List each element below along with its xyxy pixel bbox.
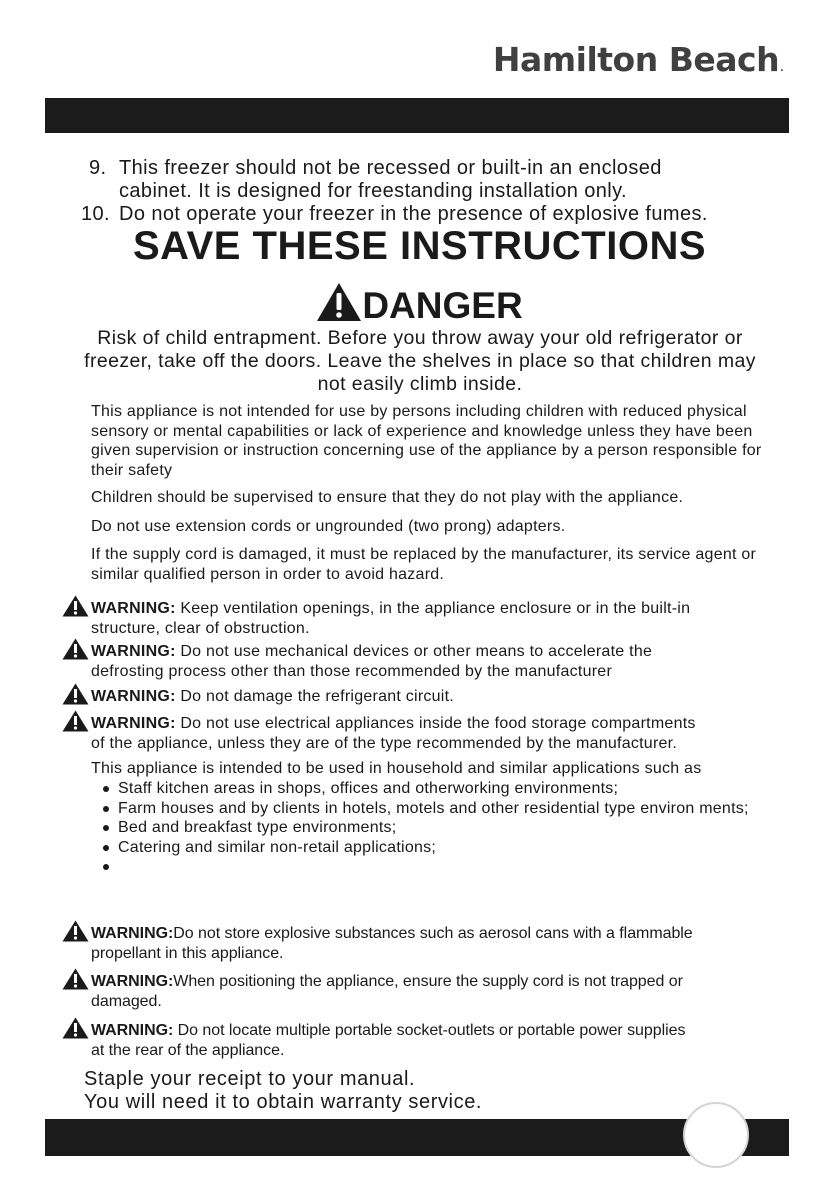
save-instructions-heading: SAVE THESE INSTRUCTIONS [132,224,707,268]
warning-electrical: WARNING: Do not use electrical appliances inside the food storage compartments of the appliance, unless they are of the type recommended by the manufacturer. [62,710,792,753]
usage-list [100,779,790,877]
paragraph-supervision: This appliance is not intended for use by persons including children with reduced physical sensory or mental capabilities or lack of experience and knowledge unless they have been given supervision or instruction concerning use of the appliance by a person responsible for their safety [91,403,762,479]
warning-triangle-icon [62,1017,89,1039]
warning-explosive: WARNING:Do not store explosive substances such as aerosol cans with a flammable propellant in this appliance. [62,920,792,963]
header-bar [45,98,789,133]
danger-text: Risk of child entrapment. Before you throw away your old refrigerator or freezer, take off the doors. Leave the shelves in place so that children may not easily climb inside. [84,327,756,395]
warning-triangle-icon [62,920,89,942]
list-item-10: 10. Do not operate your freezer in the presence of explosive fumes. [81,203,708,225]
warning-supply-cord: WARNING:When positioning the appliance, ensure the supply cord is not trapped or damaged. [62,968,792,1011]
warning-ventilation: WARNING: Keep ventilation openings, in the appliance enclosure or in the built-in structure, clear of obstruction. [62,595,792,638]
warning-triangle-icon [62,683,89,705]
list-item: Bed and breakfast type environments; [100,818,790,838]
warning-triangle-icon [62,595,89,617]
page-number-circle [683,1102,749,1168]
usage-intro: This appliance is intended to be used in household and similar applications such as [91,760,702,777]
list-item-9: 9. This freezer should not be recessed or built-in an enclosed cabinet. It is designed for freestanding installation only. [89,157,662,202]
warning-triangle-icon [316,282,362,322]
warning-triangle-icon [62,710,89,732]
brand-logo: Hamilton Beach. [492,40,783,79]
list-item [100,857,790,877]
warning-socket-outlets: WARNING: Do not locate multiple portable socket-outlets or portable power supplies at the rear of the appliance. [62,1017,792,1060]
list-item: Catering and similar non-retail applications; [100,838,790,858]
warning-refrigerant: WARNING: Do not damage the refrigerant circuit. [62,683,792,707]
list-item: Staff kitchen areas in shops, offices and otherworking environments; [100,779,790,799]
footer-bar [45,1119,789,1156]
list-item: Farm houses and by clients in hotels, motels and other residential type environ ments; [100,799,790,819]
warning-triangle-icon [62,638,89,660]
paragraph-children: Children should be supervised to ensure that they do not play with the appliance. [91,489,684,506]
warning-defrosting: WARNING: Do not use mechanical devices or other means to accelerate the defrosting process other than those recommended by the manufacturer [62,638,792,681]
warning-triangle-icon [62,968,89,990]
receipt-note: Staple your receipt to your manual. You will need it to obtain warranty service. [84,1068,483,1113]
paragraph-extension-cords: Do not use extension cords or ungrounded (two prong) adapters. [91,518,566,535]
danger-heading: DANGER [0,282,839,327]
paragraph-supply-cord: If the supply cord is damaged, it must be replaced by the manufacturer, its service agent or similar qualified person in order to avoid hazard. [91,546,757,583]
